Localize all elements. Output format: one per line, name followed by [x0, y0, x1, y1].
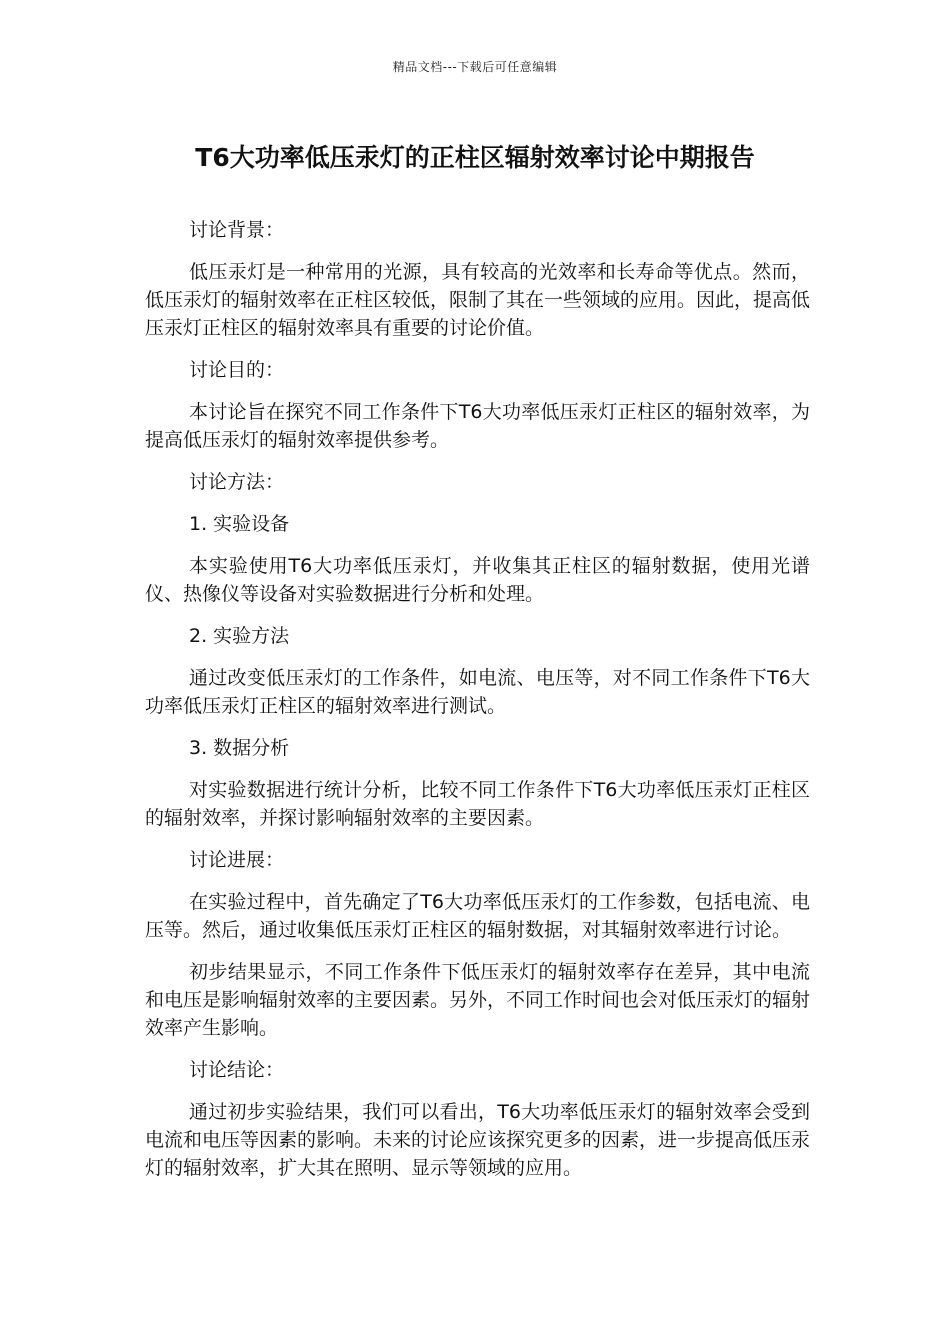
paragraph-background: 低压汞灯是一种常用的光源，具有较高的光效率和长寿命等优点。然而，低压汞灯的辐射效率在正柱区较低，限制了其在一些领域的应用。因此，提高低压汞灯正柱区的辐射效率具有重要的讨论价值。	[145, 261, 811, 339]
paragraph-experiment-method: 通过改变低压汞灯的工作条件，如电流、电压等，对不同工作条件下T6大功率低压汞灯正柱区的辐射效率进行测试。	[145, 667, 810, 717]
subheading-equipment: 1. 实验设备	[189, 513, 290, 535]
document-title: T6大功率低压汞灯的正柱区辐射效率讨论中期报告	[195, 143, 755, 172]
document-body	[145, 216, 810, 1196]
paragraph-progress: 在实验过程中，首先确定了T6大功率低压汞灯的工作参数，包括电流、电压等。然后，通过收集低压汞灯正柱区的辐射数据，对其辐射效率进行讨论。	[145, 891, 810, 941]
subheading-experiment-method: 2. 实验方法	[189, 625, 290, 647]
paragraph-equipment: 本实验使用T6大功率低压汞灯，并收集其正柱区的辐射数据，使用光谱仪、热像仪等设备对实验数据进行分析和处理。	[145, 555, 810, 605]
section-heading-purpose: 讨论目的：	[189, 359, 285, 381]
section-heading-method: 讨论方法：	[189, 471, 285, 493]
paragraph-conclusion: 通过初步实验结果，我们可以看出，T6大功率低压汞灯的辐射效率会受到电流和电压等因素的影响。未来的讨论应该探究更多的因素，进一步提高低压汞灯的辐射效率，扩大其在照明、显示等领域的应用。	[145, 1101, 811, 1179]
section-heading-background: 讨论背景：	[189, 219, 285, 241]
section-heading-progress: 讨论进展：	[189, 849, 285, 871]
subheading-data-analysis: 3. 数据分析	[189, 737, 290, 759]
paragraph-data-analysis: 对实验数据进行统计分析，比较不同工作条件下T6大功率低压汞灯正柱区的辐射效率，并探讨影响辐射效率的主要因素。	[145, 779, 810, 829]
section-heading-conclusion: 讨论结论：	[189, 1059, 285, 1081]
paragraph-preliminary-results: 初步结果显示，不同工作条件下低压汞灯的辐射效率存在差异，其中电流和电压是影响辐射效率的主要因素。另外，不同工作时间也会对低压汞灯的辐射效率产生影响。	[145, 961, 811, 1039]
page-header: 精品文档---下载后可任意编辑	[392, 60, 558, 74]
paragraph-purpose: 本讨论旨在探究不同工作条件下T6大功率低压汞灯正柱区的辐射效率，为提高低压汞灯的辐射效率提供参考。	[145, 401, 810, 451]
